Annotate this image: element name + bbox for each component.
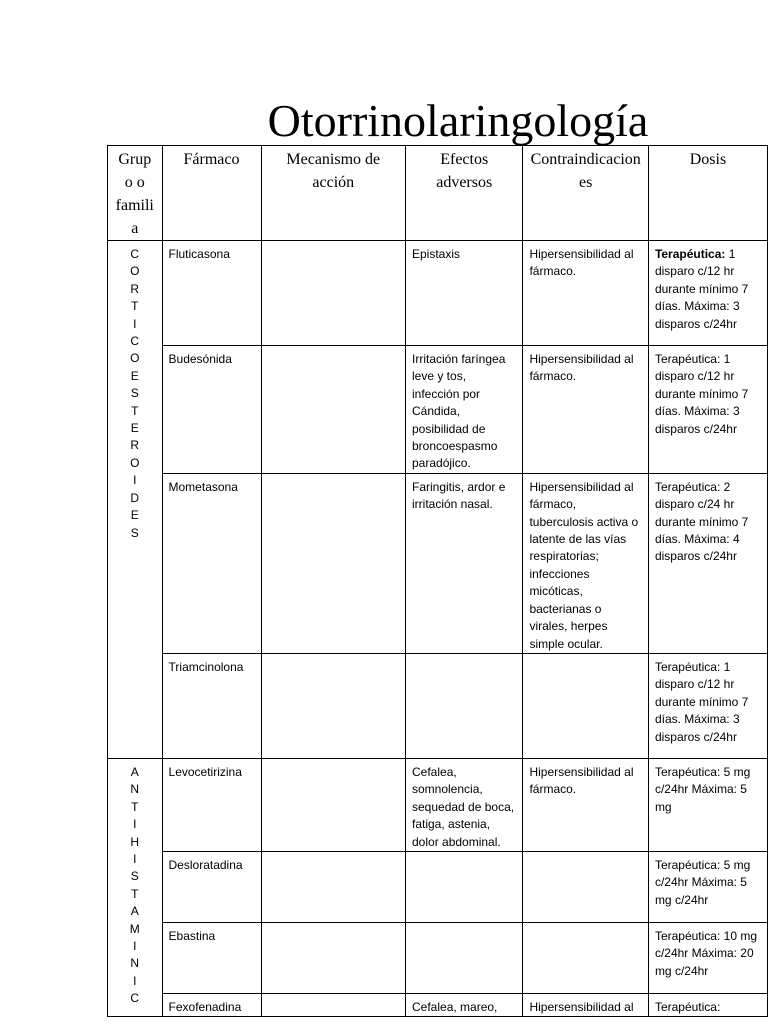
contraindications-cell: Hipersensibilidad al fármaco.	[523, 241, 649, 346]
document-title: Otorrinolaringología	[267, 95, 649, 146]
header-mechanism: Mecanismo de acción	[261, 146, 405, 241]
drug-cell: Levocetirizina	[162, 758, 261, 851]
group-name: C O R T I C O E S T E R O I D E S	[108, 241, 163, 759]
contraindications-cell: Hipersensibilidad al fármaco, tuberculosis activa o latente de las vías respiratorias; infecciones micóticas, bacterianas o virales, herpes simple ocular.	[523, 473, 649, 653]
table-row	[108, 653, 768, 758]
dose-cell: Terapéutica: 2 disparo c/24 hr durante mínimo 7 días. Máxima: 4 disparos c/24hr	[648, 473, 767, 653]
drug-cell: Mometasona	[162, 473, 261, 653]
mechanism-cell	[261, 653, 405, 758]
table-row	[108, 241, 768, 346]
dose-cell: Terapéutica: 5 mg c/24hr Máxima: 5 mg c/24hr	[648, 851, 767, 922]
mechanism-cell	[261, 922, 405, 993]
mechanism-cell	[261, 993, 405, 1016]
header-adverse: Efectos adversos	[406, 146, 523, 241]
contraindications-cell: Hipersensibilidad al fármaco.	[523, 346, 649, 474]
drug-table	[107, 145, 768, 1017]
drug-cell: Ebastina	[162, 922, 261, 993]
dose-cell: Terapéutica:	[648, 993, 767, 1016]
header-group: Grup o o famili a	[108, 146, 163, 241]
group-name: A N T I H I S T A M I N I C	[108, 758, 163, 1016]
contraindications-cell	[523, 653, 649, 758]
dose-cell: Terapéutica: 1 disparo c/12 hr durante mínimo 7 días. Máxima: 3 disparos c/24hr	[648, 653, 767, 758]
table-row	[108, 922, 768, 993]
contraindications-cell	[523, 922, 649, 993]
drug-cell: Triamcinolona	[162, 653, 261, 758]
mechanism-cell	[261, 758, 405, 851]
adverse-effects-cell: Epistaxis	[406, 241, 523, 346]
mechanism-cell	[261, 851, 405, 922]
drug-cell: Budesónida	[162, 346, 261, 474]
drug-cell: Fluticasona	[162, 241, 261, 346]
drug-cell: Desloratadina	[162, 851, 261, 922]
contraindications-cell: Hipersensibilidad al fármaco.	[523, 758, 649, 851]
adverse-effects-cell: Cefalea, somnolencia, sequedad de boca, fatiga, astenia, dolor abdominal.	[406, 758, 523, 851]
mechanism-cell	[261, 473, 405, 653]
header-contra: Contraindicaciones	[523, 146, 649, 241]
header-drug: Fármaco	[162, 146, 261, 241]
adverse-effects-cell: Irritación faríngea leve y tos, infección por Cándida, posibilidad de broncoespasmo paradójico.	[406, 346, 523, 474]
adverse-effects-cell	[406, 922, 523, 993]
table-row	[108, 993, 768, 1016]
dose-cell: Terapéutica: 5 mg c/24hr Máxima: 5 mg	[648, 758, 767, 851]
dose-cell: Terapéutica: 1 disparo c/12 hr durante mínimo 7 días. Máxima: 3 disparos c/24hr	[648, 241, 767, 346]
dose-cell: Terapéutica: 1 disparo c/12 hr durante mínimo 7 días. Máxima: 3 disparos c/24hr	[648, 346, 767, 474]
contraindications-cell	[523, 851, 649, 922]
adverse-effects-cell	[406, 851, 523, 922]
adverse-effects-cell: Faringitis, ardor e irritación nasal.	[406, 473, 523, 653]
header-dose: Dosis	[648, 146, 767, 241]
mechanism-cell	[261, 241, 405, 346]
contraindications-cell: Hipersensibilidad al	[523, 993, 649, 1016]
table-row	[108, 346, 768, 474]
drug-cell: Fexofenadina	[162, 993, 261, 1016]
table-row	[108, 758, 768, 851]
adverse-effects-cell: Cefalea, mareo,	[406, 993, 523, 1016]
table-row	[108, 851, 768, 922]
table-row	[108, 473, 768, 653]
adverse-effects-cell	[406, 653, 523, 758]
dose-cell: Terapéutica: 10 mg c/24hr Máxima: 20 mg c/24hr	[648, 922, 767, 993]
mechanism-cell	[261, 346, 405, 474]
table-header-row	[108, 146, 768, 241]
